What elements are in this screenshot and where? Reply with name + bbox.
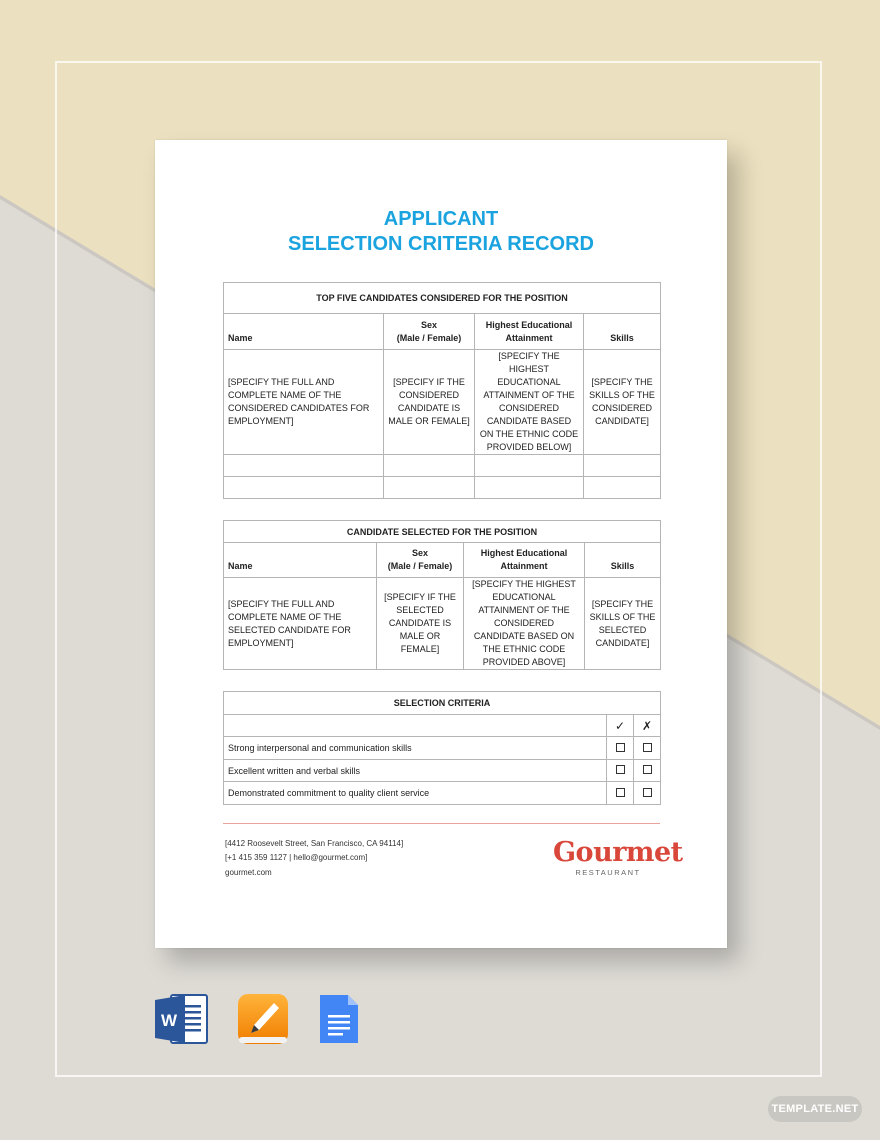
document-page	[155, 140, 727, 948]
col-sex	[384, 314, 475, 350]
selection-criteria-table	[223, 691, 661, 805]
col-name: Name	[224, 314, 384, 350]
col-edu-line2: Attainment	[505, 333, 553, 343]
template-net-badge[interactable]: TEMPLATE.NET	[768, 1096, 862, 1122]
criteria-row	[224, 737, 661, 760]
gourmet-logo	[553, 837, 683, 877]
top-candidates-table	[223, 282, 661, 499]
checkbox-no[interactable]	[634, 782, 661, 805]
empty-cell[interactable]	[584, 477, 661, 499]
cell-name[interactable]: [SPECIFY THE FULL AND COMPLETE NAME OF THE CONSIDERED CANDIDATES FOR EMPLOYMENT]	[224, 350, 384, 455]
col-sex-line2: (Male / Female)	[387, 561, 453, 571]
cell-sex[interactable]: [SPECIFY IF THE CONSIDERED CANDIDATE IS MALE OR FEMALE]	[384, 350, 475, 455]
checkbox-yes[interactable]	[607, 782, 634, 805]
checkbox-icon[interactable]	[643, 788, 652, 797]
blank-cell	[224, 715, 607, 737]
col-sex	[377, 543, 464, 578]
svg-text:W: W	[160, 1011, 178, 1030]
cell-education[interactable]: [SPECIFY THE HIGHEST EDUCATIONAL ATTAINMENT OF THE CONSIDERED CANDIDATE BASED ON THE ETHNIC CODE PROVIDED ABOVE]	[464, 578, 585, 670]
empty-row	[224, 455, 661, 477]
col-sex-line2: (Male / Female)	[396, 333, 462, 343]
criteria-row	[224, 782, 661, 805]
table-header: CANDIDATE SELECTED FOR THE POSITION	[224, 521, 661, 543]
check-mark-icon: ✓	[607, 715, 634, 737]
cell-skills[interactable]: [SPECIFY THE SKILLS OF THE CONSIDERED CANDIDATE]	[584, 350, 661, 455]
checkbox-no[interactable]	[634, 760, 661, 782]
col-edu-line1: Highest Educational	[480, 548, 568, 558]
empty-cell[interactable]	[224, 477, 384, 499]
col-skills: Skills	[584, 314, 661, 350]
selected-candidate-table	[223, 520, 661, 670]
empty-cell[interactable]	[584, 455, 661, 477]
col-edu-line1: Highest Educational	[485, 320, 573, 330]
checkbox-icon[interactable]	[616, 788, 625, 797]
empty-cell[interactable]	[475, 477, 584, 499]
cross-mark-icon: ✗	[634, 715, 661, 737]
google-docs-icon[interactable]	[318, 993, 372, 1045]
cell-sex[interactable]: [SPECIFY IF THE SELECTED CANDIDATE IS MALE OR FEMALE]	[377, 578, 464, 670]
criteria-label: Strong interpersonal and communication skills	[224, 737, 607, 760]
col-name: Name	[224, 543, 377, 578]
logo-name: Gourmet	[553, 837, 683, 868]
footer-website[interactable]: gourmet.com	[225, 868, 272, 877]
cell-education[interactable]: [SPECIFY THE HIGHEST EDUCATIONAL ATTAINMENT OF THE CONSIDERED CANDIDATE BASED ON THE ETHNIC CODE PROVIDED BELOW]	[475, 350, 584, 455]
checkbox-icon[interactable]	[616, 765, 625, 774]
empty-cell[interactable]	[384, 477, 475, 499]
criteria-label: Demonstrated commitment to quality client service	[224, 782, 607, 805]
col-edu-line2: Attainment	[500, 561, 548, 571]
col-sex-line1: Sex	[411, 548, 428, 558]
criteria-label: Excellent written and verbal skills	[224, 760, 607, 782]
empty-cell[interactable]	[475, 455, 584, 477]
col-education	[475, 314, 584, 350]
logo-subtitle: RESTAURANT	[575, 868, 641, 877]
pages-icon[interactable]	[237, 993, 291, 1045]
col-sex-line1: Sex	[420, 320, 437, 330]
cell-name[interactable]: [SPECIFY THE FULL AND COMPLETE NAME OF THE SELECTED CANDIDATE FOR EMPLOYMENT]	[224, 578, 377, 670]
footer-contact: [+1 415 359 1127 | hello@gourmet.com]	[225, 853, 368, 862]
checkbox-icon[interactable]	[616, 743, 625, 752]
empty-cell[interactable]	[384, 455, 475, 477]
footer-divider	[223, 823, 660, 824]
footer-address: [4412 Roosevelt Street, San Francisco, CA 94114]	[225, 839, 404, 848]
cell-skills[interactable]: [SPECIFY THE SKILLS OF THE SELECTED CANDIDATE]	[585, 578, 661, 670]
title-line-2: SELECTION CRITERIA RECORD	[288, 233, 594, 255]
checkbox-icon[interactable]	[643, 765, 652, 774]
title-line-1: APPLICANT	[383, 208, 499, 230]
checkbox-no[interactable]	[634, 737, 661, 760]
checkbox-icon[interactable]	[643, 743, 652, 752]
empty-cell[interactable]	[224, 455, 384, 477]
checkbox-yes[interactable]	[607, 737, 634, 760]
empty-row	[224, 477, 661, 499]
criteria-row	[224, 760, 661, 782]
col-education	[464, 543, 585, 578]
table-header: SELECTION CRITERIA	[224, 692, 661, 715]
table-header: TOP FIVE CANDIDATES CONSIDERED FOR THE POSITION	[224, 283, 661, 314]
col-skills: Skills	[585, 543, 661, 578]
checkbox-yes[interactable]	[607, 760, 634, 782]
word-icon[interactable]	[155, 993, 209, 1045]
